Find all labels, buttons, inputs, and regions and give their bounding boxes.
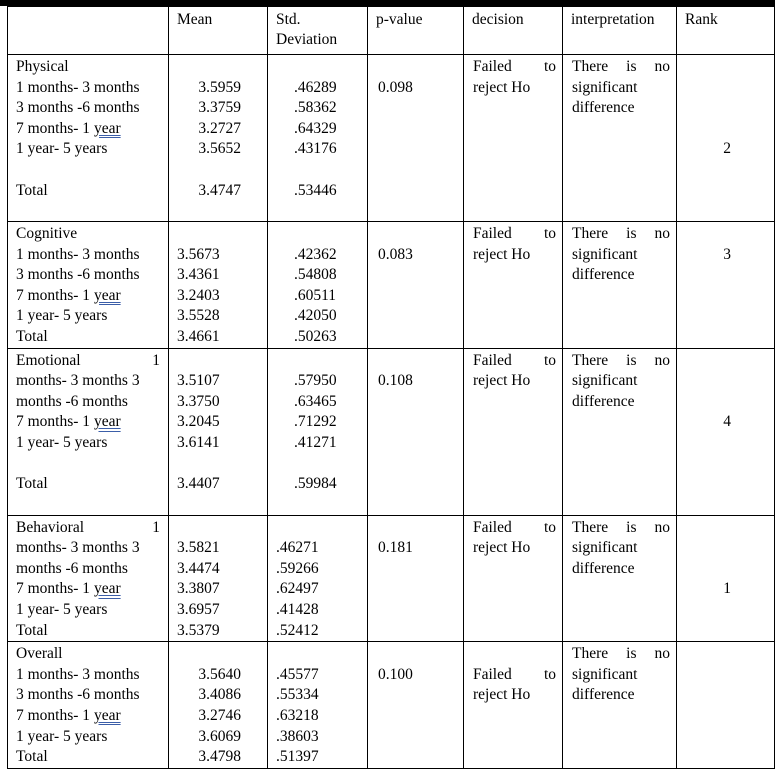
rank-cell-emotional: 4: [677, 348, 775, 515]
header-interpretation: interpretation: [563, 7, 677, 55]
decision-cell-overall: Failed to reject Ho: [464, 642, 563, 769]
decision-cell-physical: Failed to reject Ho: [464, 55, 563, 222]
interpretation-cell-cognitive: There is no significant difference: [563, 222, 677, 349]
document-page: [7, 6, 775, 766]
group-title: Overall: [16, 645, 63, 663]
decision-cell-emotional: Failed to reject Ho: [464, 348, 563, 515]
interpretation-cell-physical: There is no significant difference: [563, 55, 677, 222]
header-row: [8, 7, 775, 55]
pvalue-cell-physical: 0.098: [368, 55, 464, 222]
table-row-behavioral: [8, 515, 775, 642]
group-title: Physical: [16, 58, 69, 75]
group-cell-cognitive: Cognitive 1 months- 3 months 3 months -6 months 7 months- 1 year 1 year- 5 years Total: [8, 222, 169, 349]
decision-cell-cognitive: Failed to reject Ho: [464, 222, 563, 349]
header-decision: decision: [464, 7, 563, 55]
group-title: Emotional: [16, 351, 81, 369]
group-cell-physical: Physical 1 months- 3 months 3 months -6 months 7 months- 1 year 1 year- 5 years Total: [8, 55, 169, 222]
pvalue-cell-overall: 0.100: [368, 642, 464, 769]
header-group: [8, 7, 169, 55]
table-row-emotional: [8, 348, 775, 515]
rank-cell-behavioral: 1: [677, 515, 775, 642]
pvalue-cell-emotional: 0.108: [368, 348, 464, 515]
header-p-value: p-value: [368, 7, 464, 55]
sd-cell-cognitive: .42362 .54808 .60511 .42050 .50263: [268, 222, 368, 349]
decision-cell-behavioral: Failed to reject Ho: [464, 515, 563, 642]
sd-cell-emotional: .57950 .63465 .71292 .41271 .59984: [268, 348, 368, 515]
mean-cell-cognitive: 3.5673 3.4361 3.2403 3.5528 3.4661: [169, 222, 268, 349]
group-cell-behavioral: Behavioral 1 months- 3 months 3 months -6 months 7 months- 1 year 1 year- 5 years Total: [8, 515, 169, 642]
header-mean: Mean: [169, 7, 268, 55]
header-std-deviation: Std. Deviation: [268, 7, 368, 55]
group-cell-overall: Overall 1 months- 3 months 3 months -6 months 7 months- 1 year 1 year- 5 years Total: [8, 642, 169, 769]
rank-cell-physical: 2: [677, 55, 775, 222]
interpretation-cell-overall: There is no significant difference: [563, 642, 677, 769]
mean-cell-emotional: 3.5107 3.3750 3.2045 3.6141 3.4407: [169, 348, 268, 515]
rank-cell-overall: [677, 642, 775, 769]
anova-results-table: [7, 6, 775, 769]
rank-cell-cognitive: 3: [677, 222, 775, 349]
sd-cell-overall: .45577 .55334 .63218 .38603 .51397: [268, 642, 368, 769]
table-row-overall: [8, 642, 775, 769]
mean-cell-behavioral: 3.5821 3.4474 3.3807 3.6957 3.5379: [169, 515, 268, 642]
header-rank: Rank: [677, 7, 775, 55]
pvalue-cell-behavioral: 0.181: [368, 515, 464, 642]
group-title: Behavioral: [16, 518, 85, 536]
pvalue-cell-cognitive: 0.083: [368, 222, 464, 349]
group-cell-emotional: Emotional 1 months- 3 months 3 months -6 months 7 months- 1 year 1 year- 5 years Total: [8, 348, 169, 515]
interpretation-cell-emotional: There is no significant difference: [563, 348, 677, 515]
mean-cell-physical: 3.5959 3.3759 3.2727 3.5652 3.4747: [169, 55, 268, 222]
table-row-physical: [8, 55, 775, 222]
interpretation-cell-behavioral: There is no significant difference: [563, 515, 677, 642]
mean-cell-overall: 3.5640 3.4086 3.2746 3.6069 3.4798: [169, 642, 268, 769]
sd-cell-physical: .46289 .58362 .64329 .43176 .53446: [268, 55, 368, 222]
sd-cell-behavioral: .46271 .59266 .62497 .41428 .52412: [268, 515, 368, 642]
group-title: Cognitive: [16, 225, 78, 242]
table-row-cognitive: [8, 222, 775, 349]
